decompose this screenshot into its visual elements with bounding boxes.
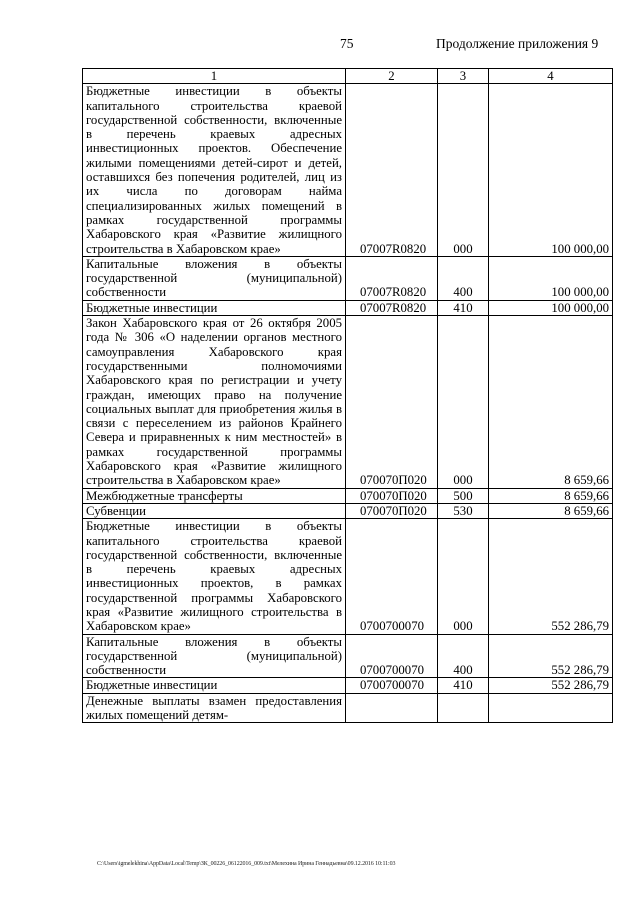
column-number: 3 bbox=[438, 69, 489, 84]
row-expense-type: 410 bbox=[438, 300, 489, 315]
row-code bbox=[346, 693, 438, 723]
row-expense-type: 500 bbox=[438, 488, 489, 503]
row-code: 070070П020 bbox=[346, 503, 438, 518]
row-description: Капитальные вложения в объекты государственной (муниципальной) собственности bbox=[83, 256, 346, 300]
column-number-row bbox=[83, 69, 613, 84]
row-amount: 100 000,00 bbox=[489, 84, 613, 257]
row-expense-type: 530 bbox=[438, 503, 489, 518]
table-row bbox=[83, 678, 613, 693]
table-row bbox=[83, 256, 613, 300]
row-expense-type: 410 bbox=[438, 678, 489, 693]
row-amount: 8 659,66 bbox=[489, 316, 613, 489]
column-number: 2 bbox=[346, 69, 438, 84]
row-description: Бюджетные инвестиции bbox=[83, 300, 346, 315]
row-description: Бюджетные инвестиции bbox=[83, 678, 346, 693]
row-amount: 8 659,66 bbox=[489, 503, 613, 518]
row-description: Межбюджетные трансферты bbox=[83, 488, 346, 503]
row-expense-type: 400 bbox=[438, 634, 489, 678]
row-code: 07007R0820 bbox=[346, 256, 438, 300]
column-number: 4 bbox=[489, 69, 613, 84]
row-description: Бюджетные инвестиции в объекты капитального строительства краевой государственной собственности, включенные в перечень краевых адресных инвестиционных проектов. Обеспечение жилыми помещениями детей-сирот и детей, оставшихся без попечения родителей, лиц из их числа по договорам найма специализированных жилых помещений в рамках государственной программы Хабаровского края «Развитие жилищного строительства в Хабаровском крае» bbox=[83, 84, 346, 257]
row-description: Бюджетные инвестиции в объекты капитального строительства краевой государственной собственности, включенные в перечень краевых адресных инвестиционных проектов, в рамках государственной программы Хабаровского края «Развитие жилищного строительства в Хабаровском крае» bbox=[83, 519, 346, 634]
row-code: 0700700070 bbox=[346, 519, 438, 634]
row-expense-type: 000 bbox=[438, 316, 489, 489]
page-number: 75 bbox=[340, 36, 354, 51]
row-amount: 552 286,79 bbox=[489, 519, 613, 634]
table-row bbox=[83, 519, 613, 634]
row-amount: 552 286,79 bbox=[489, 634, 613, 678]
row-description: Капитальные вложения в объекты государственной (муниципальной) собственности bbox=[83, 634, 346, 678]
row-amount: 100 000,00 bbox=[489, 300, 613, 315]
row-expense-type: 000 bbox=[438, 519, 489, 634]
budget-table bbox=[82, 68, 613, 723]
row-description: Денежные выплаты взамен предоставления жилых помещений детям- bbox=[83, 693, 346, 723]
row-code: 070070П020 bbox=[346, 488, 438, 503]
row-amount: 552 286,79 bbox=[489, 678, 613, 693]
row-expense-type bbox=[438, 693, 489, 723]
table-row bbox=[83, 634, 613, 678]
row-expense-type: 000 bbox=[438, 84, 489, 257]
row-amount: 100 000,00 bbox=[489, 256, 613, 300]
table-row bbox=[83, 693, 613, 723]
footer-file-path: C:\Users\igmelekhina\AppData\Local\Temp\ЗК_00226_06122016_009.txt\Мелехина Ирина Геннадьевна\09.12.2016 10:11:03 bbox=[97, 861, 396, 867]
row-code: 070070П020 bbox=[346, 316, 438, 489]
row-expense-type: 400 bbox=[438, 256, 489, 300]
row-code: 07007R0820 bbox=[346, 84, 438, 257]
table-row bbox=[83, 316, 613, 489]
row-code: 07007R0820 bbox=[346, 300, 438, 315]
row-amount bbox=[489, 693, 613, 723]
row-description: Субвенции bbox=[83, 503, 346, 518]
row-amount: 8 659,66 bbox=[489, 488, 613, 503]
row-description: Закон Хабаровского края от 26 октября 2005 года № 306 «О наделении органов местного самоуправления Хабаровского края государственными полномочиями Хабаровского края по регистрации и учету граждан, имеющих право на получение социальных выплат для приобретения жилья в связи с переселением из районов Крайнего Севера и приравненных к ним местностей» в рамках государственной программы Хабаровского края «Развитие жилищного строительства в Хабаровском крае» bbox=[83, 316, 346, 489]
row-code: 0700700070 bbox=[346, 678, 438, 693]
table-row bbox=[83, 488, 613, 503]
continuation-note: Продолжение приложения 9 bbox=[436, 36, 599, 51]
row-code: 0700700070 bbox=[346, 634, 438, 678]
table-row bbox=[83, 84, 613, 257]
column-number: 1 bbox=[83, 69, 346, 84]
table-row bbox=[83, 300, 613, 315]
table-row bbox=[83, 503, 613, 518]
